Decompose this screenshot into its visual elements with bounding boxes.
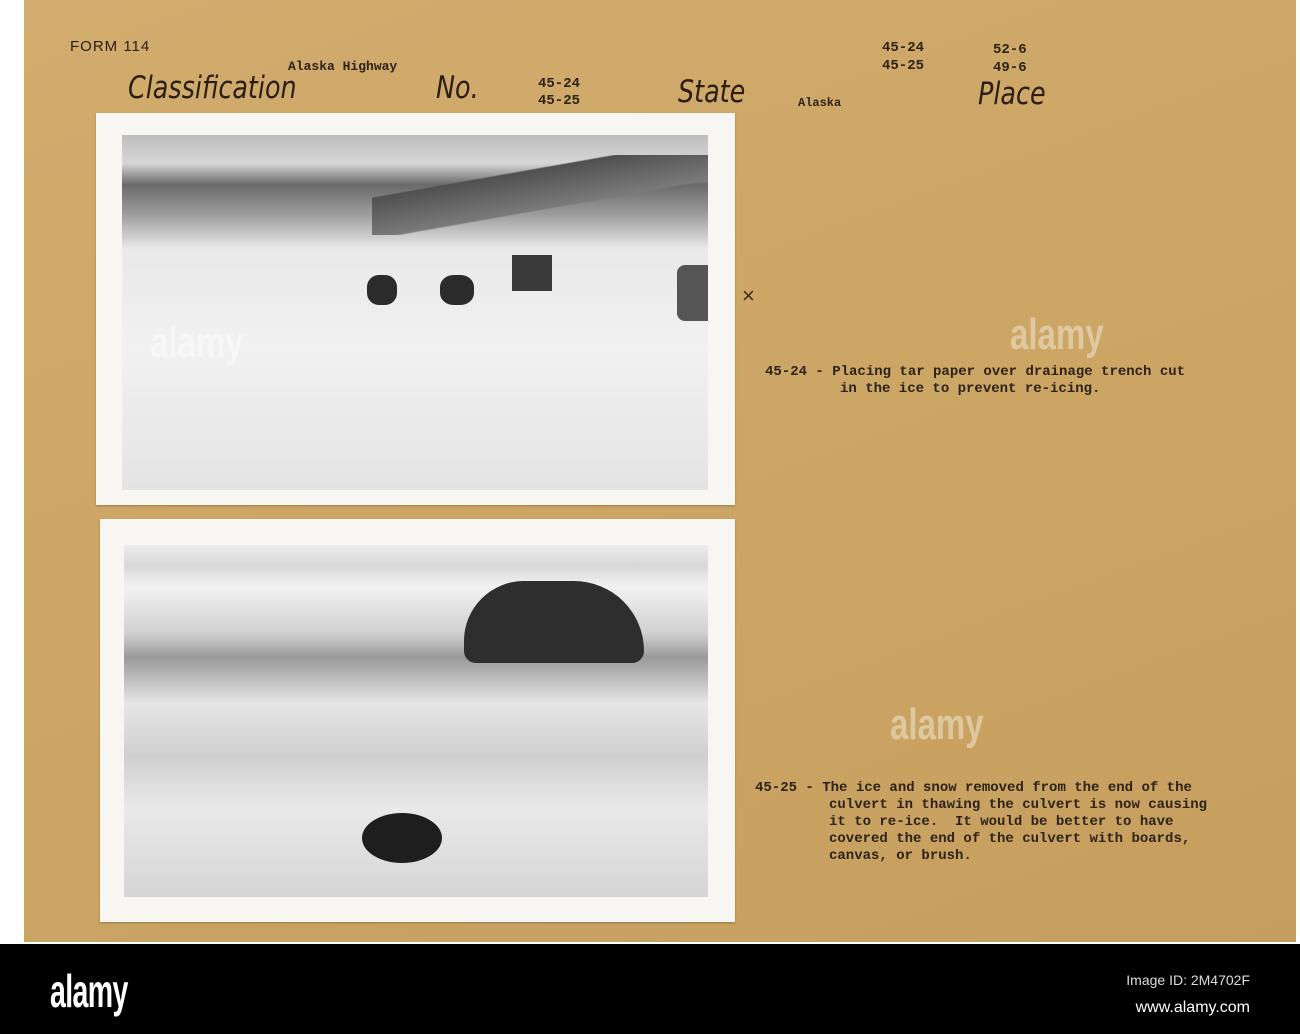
classification-value: Alaska Highway [288,59,398,74]
state-label: State [678,74,746,110]
image-id: Image ID: 2M4702F [1126,972,1250,988]
photo-mount-45-25 [100,519,735,922]
caption-line: in the ice to prevent re-icing. [840,381,1101,397]
caption-line: covered the end of the culvert with boards, [829,831,1191,847]
form-label: FORM 114 [70,38,151,55]
caption-line: 45-25 - The ice and snow removed from the end of the [755,780,1192,796]
caption-line: it to re-ice. It would be better to have [829,814,1174,830]
no-value-1: 45-24 [538,76,581,92]
watermark: alamy [150,318,244,367]
photo-45-24 [122,135,708,490]
footer-bar [0,944,1300,1034]
place-left-2: 45-25 [882,58,925,74]
watermark: alamy [1010,310,1104,359]
caption-line: canvas, or brush. [829,848,972,864]
place-right-1: 52-6 [993,42,1027,58]
alamy-logo: alamy [50,965,128,1017]
caption-line: 45-24 - Placing tar paper over drainage trench cut [765,364,1186,380]
caption-line: culvert in thawing the culvert is now causing [829,797,1208,813]
photo-45-25 [124,545,708,897]
no-label: No. [436,70,479,106]
place-left-1: 45-24 [882,40,925,56]
place-right-2: 49-6 [993,60,1027,76]
photo-mount-45-24 [96,113,735,505]
watermark: alamy [890,700,984,749]
x-mark: × [742,283,755,308]
caption-45-25 [755,780,1207,865]
place-label: Place [978,76,1046,112]
caption-45-24 [765,364,1185,398]
classification-label: Classification [128,70,297,106]
no-value-2: 45-25 [538,93,581,109]
state-value: Alaska [798,96,842,110]
alamy-url: www.alamy.com [1135,999,1250,1016]
